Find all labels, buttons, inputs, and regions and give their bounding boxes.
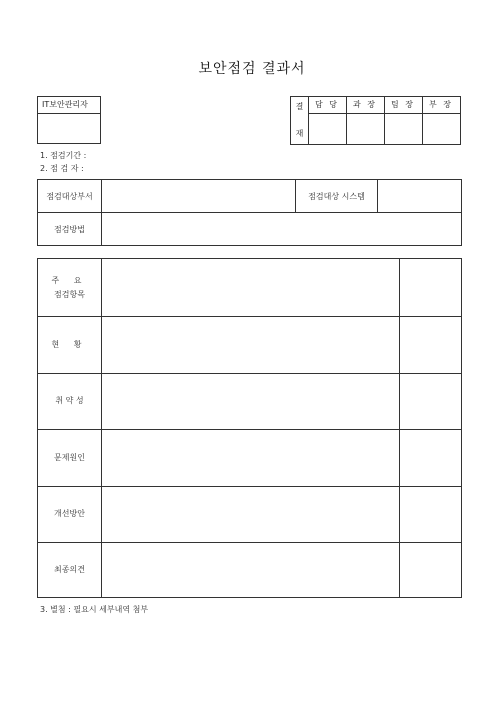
row-content	[101, 429, 400, 486]
row-content	[101, 542, 400, 597]
table-row	[38, 429, 461, 487]
row-content	[101, 486, 400, 542]
it-security-manager-label: IT보안관리자	[38, 97, 100, 114]
target-dept-value	[102, 180, 296, 213]
approval-col-staff	[308, 97, 347, 144]
row-label-line1: 최종의견	[54, 564, 85, 574]
row-label-line1: 취 약 성	[55, 396, 84, 405]
row-label	[38, 429, 102, 486]
row-content	[101, 259, 400, 316]
row-label-line1: 개선방안	[54, 509, 85, 518]
method-value	[102, 213, 461, 245]
row-label	[38, 486, 102, 542]
approval-col-header: 과 장	[346, 97, 384, 114]
target-info-table	[37, 179, 462, 246]
target-system-label: 점검대상 시스템	[296, 180, 378, 213]
table-row	[38, 542, 461, 597]
row-label-line1: 주 요	[51, 275, 88, 285]
approval-col-department-head	[422, 97, 460, 144]
row-content	[101, 373, 400, 429]
page-title: 보안점검 결과서	[198, 61, 306, 77]
inspection-results-table	[37, 258, 462, 598]
row-label-line1: 문제원인	[54, 452, 85, 462]
row-label	[38, 373, 102, 429]
table-row	[38, 316, 461, 374]
method-label: 점검방법	[38, 213, 102, 245]
row-label-line1: 현 황	[51, 339, 88, 349]
approval-side-top: 결	[295, 102, 304, 111]
table-row	[38, 373, 461, 430]
row-content	[101, 316, 400, 373]
approval-col-header: 담 당	[308, 97, 346, 114]
row-label-line2: 점검항목	[54, 289, 85, 299]
target-system-value	[378, 180, 461, 213]
approval-side-bottom: 재	[295, 129, 304, 138]
approval-col-section-chief	[346, 97, 385, 144]
it-security-manager-box	[37, 96, 101, 144]
row-label	[38, 316, 102, 373]
inspector: 2. 점 검 자 :	[40, 164, 84, 173]
approval-col-header: 팀 장	[384, 97, 422, 114]
table-row	[38, 259, 461, 317]
row-label	[38, 542, 102, 597]
approval-col-header: 부 장	[422, 97, 460, 114]
approval-side-label	[291, 97, 309, 144]
row-label	[38, 259, 102, 316]
inspection-period: 1. 점검기간 :	[40, 151, 87, 160]
approval-box	[290, 96, 461, 145]
table-row	[38, 486, 461, 543]
attachment-note: 3. 별첨 : 필요시 세부내역 첨부	[40, 605, 149, 614]
target-dept-label: 점검대상부서	[38, 180, 102, 213]
approval-col-team-leader	[384, 97, 423, 144]
